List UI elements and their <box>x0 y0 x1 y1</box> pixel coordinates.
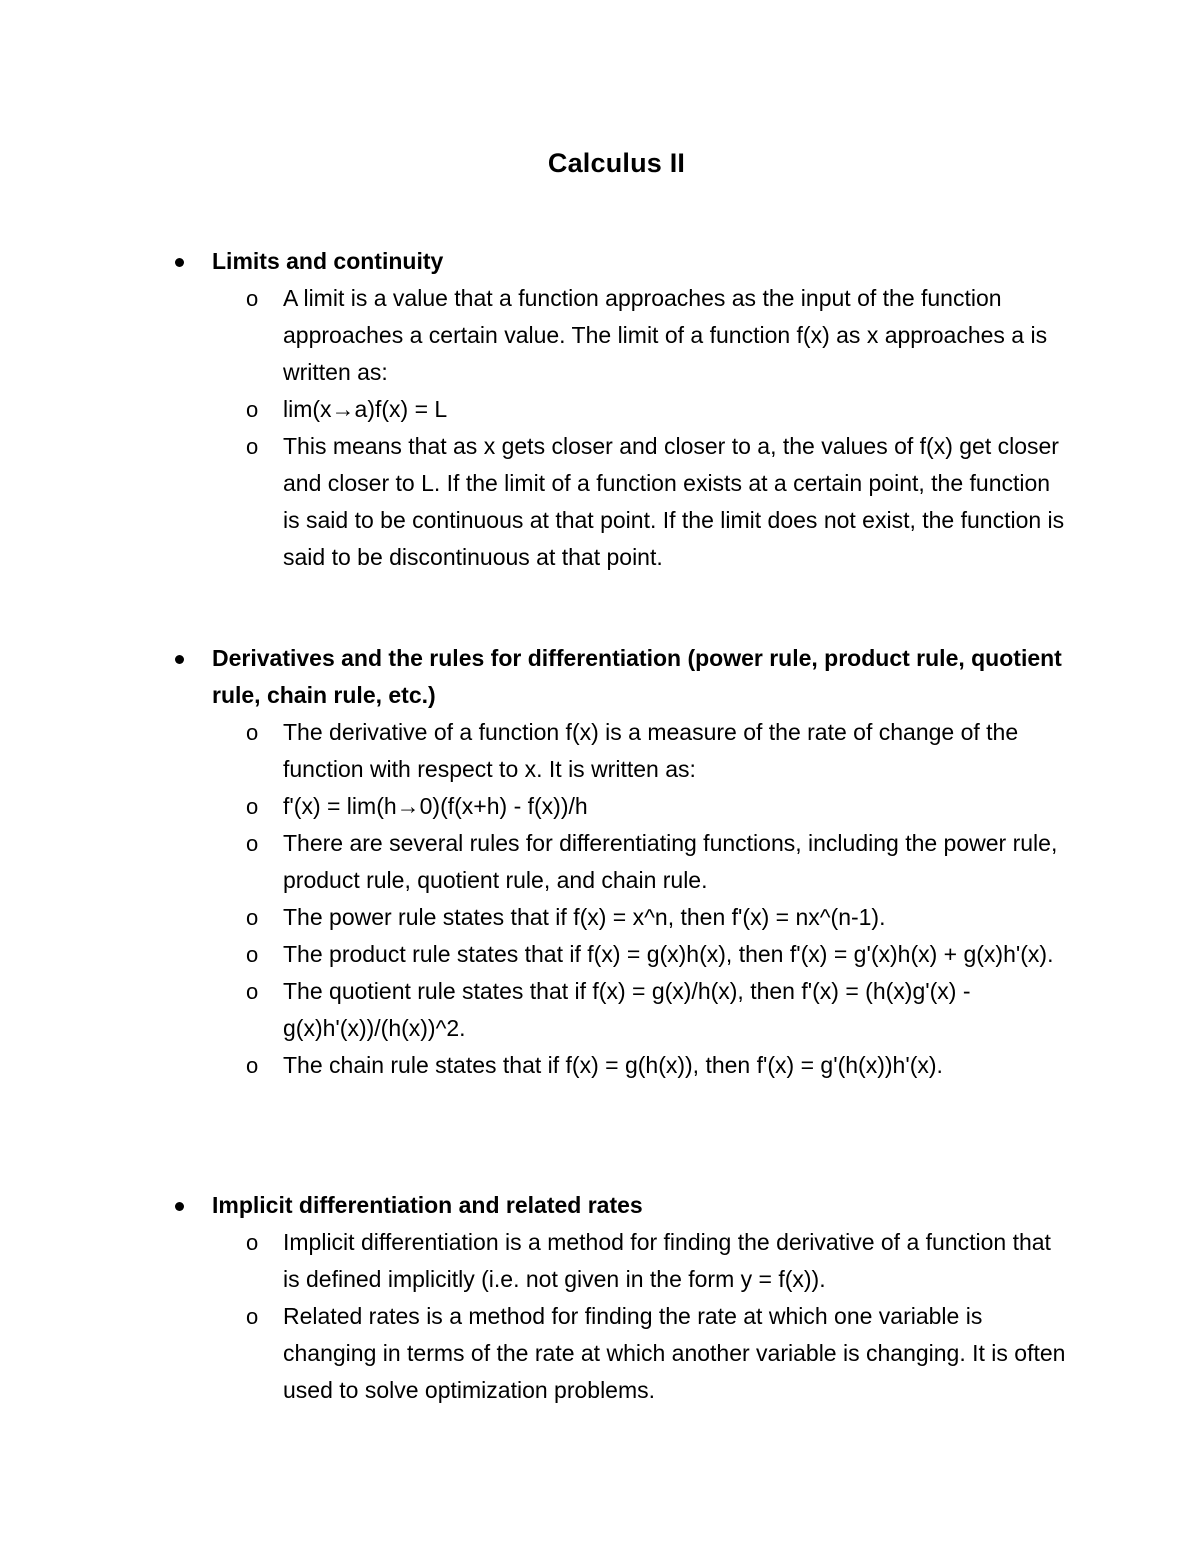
circle-bullet-icon: o <box>246 286 259 311</box>
list-item <box>0 1224 1073 1298</box>
circle-bullet-icon: o <box>246 434 259 459</box>
circle-bullet-icon: o <box>246 720 259 745</box>
list-item-text: The power rule states that if f(x) = x^n, then f'(x) = nx^(n-1). <box>283 904 886 930</box>
list-item <box>0 1298 1073 1409</box>
list-item-text: f'(x) = lim(h→0)(f(x+h) - f(x))/h <box>283 793 588 819</box>
section-heading: Derivatives and the rules for differentiation (power rule, product rule, quotient rule, chain rule, etc.) <box>212 645 1062 708</box>
section-derivatives <box>0 640 1200 1084</box>
section-heading: Limits and continuity <box>212 248 444 274</box>
list-item <box>0 391 1073 428</box>
list-item-text: Implicit differentiation is a method for finding the derivative of a function that is defined implicitly (i.e. not given in the form y = f(x)). <box>283 1229 1051 1292</box>
list-item-text: The quotient rule states that if f(x) = g(x)/h(x), then f'(x) = (h(x)g'(x) - g(x)h'(x))/(h(x))^2. <box>283 978 971 1041</box>
list-item-text: This means that as x gets closer and closer to a, the values of f(x) get closer and closer to L. If the limit of a function exists at a certain point, the function is said to be continuous at that point. If the limit does not exist, the function is said to be discontinuous at that point. <box>283 433 1065 570</box>
circle-bullet-icon: o <box>246 1304 259 1329</box>
circle-bullet-icon: o <box>246 397 259 422</box>
list-item-text: lim(x→a)f(x) = L <box>283 396 448 422</box>
circle-bullet-icon: o <box>246 1230 259 1255</box>
list-item <box>0 825 1073 899</box>
list-item <box>0 899 1073 936</box>
list-item <box>0 1047 1073 1084</box>
circle-bullet-icon: o <box>246 794 259 819</box>
circle-bullet-icon: o <box>246 905 259 930</box>
list-item <box>0 936 1073 973</box>
section-limits <box>0 243 1200 576</box>
section-heading-row <box>0 243 1072 280</box>
circle-bullet-icon: o <box>246 831 259 856</box>
list-item-text: The chain rule states that if f(x) = g(h(x)), then f'(x) = g'(h(x))h'(x). <box>283 1052 943 1078</box>
bullet-icon <box>175 1202 184 1211</box>
circle-bullet-icon: o <box>246 979 259 1004</box>
list-item <box>0 714 1073 788</box>
circle-bullet-icon: o <box>246 1053 259 1078</box>
section-heading: Implicit differentiation and related rates <box>212 1192 643 1218</box>
list-item <box>0 788 1073 825</box>
circle-bullet-icon: o <box>246 942 259 967</box>
list-item <box>0 973 1073 1047</box>
list-item-text: Related rates is a method for finding the rate at which one variable is changing in terms of the rate at which another variable is changing. It is often used to solve optimization problems. <box>283 1303 1066 1403</box>
list-item-text: There are several rules for differentiating functions, including the power rule, product rule, quotient rule, and chain rule. <box>283 830 1058 893</box>
list-item-text: The product rule states that if f(x) = g(x)h(x), then f'(x) = g'(x)h(x) + g(x)h'(x). <box>283 941 1054 967</box>
list-item <box>0 428 1073 576</box>
list-item-text: The derivative of a function f(x) is a measure of the rate of change of the function with respect to x. It is written as: <box>283 719 1019 782</box>
page-title: Calculus II <box>547 148 686 178</box>
section-implicit-differentiation <box>0 1187 1200 1409</box>
section-heading-row <box>0 1187 1072 1224</box>
list-item-text: A limit is a value that a function approaches as the input of the function approaches a certain value. The limit of a function f(x) as x approaches a is written as: <box>283 285 1048 385</box>
bullet-icon <box>175 258 184 267</box>
bullet-icon <box>175 655 184 664</box>
section-heading-row <box>0 640 1072 714</box>
list-item <box>0 280 1073 391</box>
